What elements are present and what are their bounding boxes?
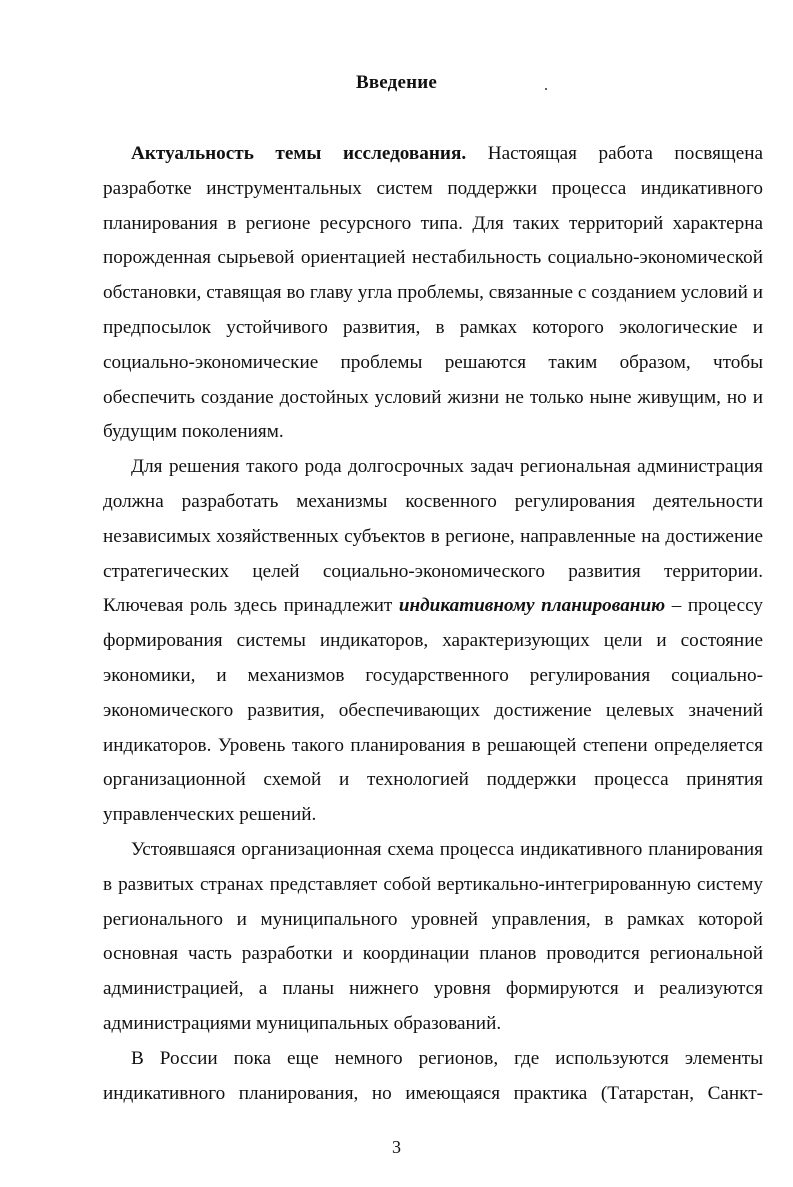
indicative-planning-term: индикативному планированию — [398, 595, 666, 617]
paragraph-organizational-scheme — [103, 833, 763, 1042]
paragraph-3-text: Устоявшаяся организационная схема процесса индикативного планирования в развитых странах представляет собой вертикально-интегрированную систему регионального и муниципального уровней управления, в рамках которой основная часть разработки и координации планов проводится региональной администрацией, а планы нижнего уровня формируются и реализуются администрациями муниципальных образований. — [103, 838, 763, 1034]
body-text — [103, 137, 763, 1111]
paragraph-4-text: В России пока еще немного регионов, где используются элементы индикативного планирования, но имеющаяся практика (Татарстан, Санкт- — [103, 1047, 763, 1104]
paragraph-2-text-before: Для решения такого рода долгосрочных задач региональная администрация должна разработать механизмы косвенного регулирования деятельности независимых хозяйственных субъектов в регионе, направленные на достижение стратегических целей социально-экономического развития территории. Ключевая роль здесь принадлежит — [103, 456, 763, 617]
paragraph-2-text-after: – процессу формирования системы индикаторов, характеризующих цели и состояние экономики, и механизмов государственного регулирования социально-экономического развития, обеспечивающих достижение целевых значений индикаторов. Уровень такого планирования в решающей степени определяется организационной схемой и технологией поддержки процесса принятия управленческих решений. — [103, 595, 763, 826]
paragraph-relevance — [103, 137, 763, 450]
page-title: Введение — [355, 72, 438, 93]
paragraph-1-text: Настоящая работа посвящена разработке инструментальных систем поддержки процесса индикативного планирования в регионе ресурсного типа. Для таких территорий характерна порожденная сырьевой ориентацией нестабильность социально-экономической обстановки, ставящая во главу угла проблемы, связанные с созданием условий и предпосылок устойчивого развития, в рамках которого экологические и социально-экономические проблемы решаются таким образом, чтобы обеспечить создание достойных условий жизни не только ныне живущим, но и будущим поколениям. — [103, 143, 764, 443]
paragraph-indicative-planning — [103, 450, 763, 833]
scan-speck — [545, 88, 547, 90]
relevance-heading: Актуальность темы исследования. — [131, 143, 467, 164]
paragraph-russia — [103, 1042, 763, 1112]
page-number: 3 — [392, 1137, 401, 1157]
